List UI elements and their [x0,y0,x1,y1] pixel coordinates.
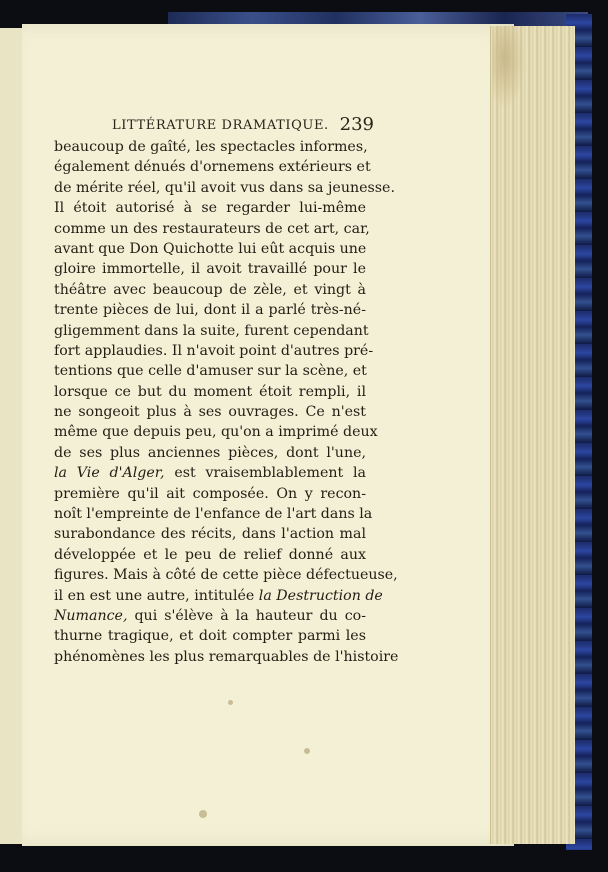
text-segment: théâtre avec beaucoup de zèle, et vingt à [54,281,366,298]
text-line [54,198,366,218]
text-line [54,647,399,667]
text-segment: beaucoup de gaîté, les spectacles informes, [54,139,368,155]
text-line [54,626,366,646]
text-segment: phénomènes les plus remarquables de l'histoire [54,648,399,665]
text-segment: comme un des restaurateurs de cet art, car, [54,220,370,237]
text-line [54,300,366,320]
text-line [54,565,398,585]
text-segment: ne songeoit plus à ses ouvrages. Ce n'est [54,404,366,421]
italic-title: Numance, [54,607,128,624]
text-segment: il en est une autre, intitulée [54,587,259,604]
text-segment: noît l'empreinte de l'enfance de l'art dans la [54,506,373,523]
text-segment: surabondance des récits, dans l'action mal [54,526,366,543]
text-segment: fort applaudies. Il n'avoit point d'autres pré- [54,342,374,359]
text-segment: Il étoit autorisé à se regarder lui-même [54,200,366,217]
text-line [54,463,366,483]
foxing-spot [304,748,310,754]
italic-title: la Destruction de [258,587,383,604]
text-line [54,137,366,157]
text-line [54,178,395,198]
text-segment: gloire immortelle, il avoit travaillé pour le [54,261,366,278]
text-line [54,586,383,606]
text-segment: avant que Don Quichotte lui eût acquis une [54,240,367,257]
page-stack-edge [490,26,575,844]
running-title: LITTÉRATURE DRAMATIQUE. [112,118,329,133]
text-segment: est vraisemblablement la [164,465,367,482]
text-line [54,524,366,544]
text-line [54,157,371,177]
text-line [54,606,366,626]
text-line [54,280,366,300]
text-line [54,402,366,422]
text-segment: développée et le peu de relief donné aux [54,546,366,563]
text-segment: de mérite réel, qu'il avoit vus dans sa jeunesse. [54,179,395,196]
text-line [54,422,378,442]
text-line [54,382,366,402]
text-line [54,341,374,361]
text-segment: également dénués d'ornemens extérieurs et [54,159,371,176]
page-number: 239 [339,114,374,135]
page-header [112,116,374,138]
foxing-spot [199,810,207,818]
text-line [54,321,369,341]
italic-title: la Vie d'Alger, [54,465,165,482]
text-line [54,239,366,259]
page-stain [492,26,524,106]
foxing-spot [228,700,233,705]
body-text [54,137,399,667]
text-segment: première qu'il ait composée. On y recon- [54,485,366,502]
text-segment: de ses plus anciennes pièces, dont l'une, [54,444,366,461]
text-segment: figures. Mais à côté de cette pièce défectueuse, [54,567,398,584]
text-segment: même que depuis peu, qu'on a imprimé deux [54,424,378,441]
text-segment: thurne tragique, et doit compter parmi les [54,628,366,645]
text-line [54,443,366,463]
text-segment: gligemment dans la suite, furent cependant [54,322,369,339]
text-segment: tentions que celle d'amuser sur la scène, et [54,363,367,380]
text-line [54,545,366,565]
text-segment: lorsque ce but du moment étoit rempli, il [54,383,366,400]
text-segment: trente pièces de lui, dont il a parlé très-né- [54,302,366,319]
text-line [54,361,366,381]
text-segment: qui s'élève à la hauteur du co- [127,607,366,624]
text-line [54,484,366,504]
text-line [54,504,373,524]
text-line [54,259,366,279]
text-line [54,219,370,239]
